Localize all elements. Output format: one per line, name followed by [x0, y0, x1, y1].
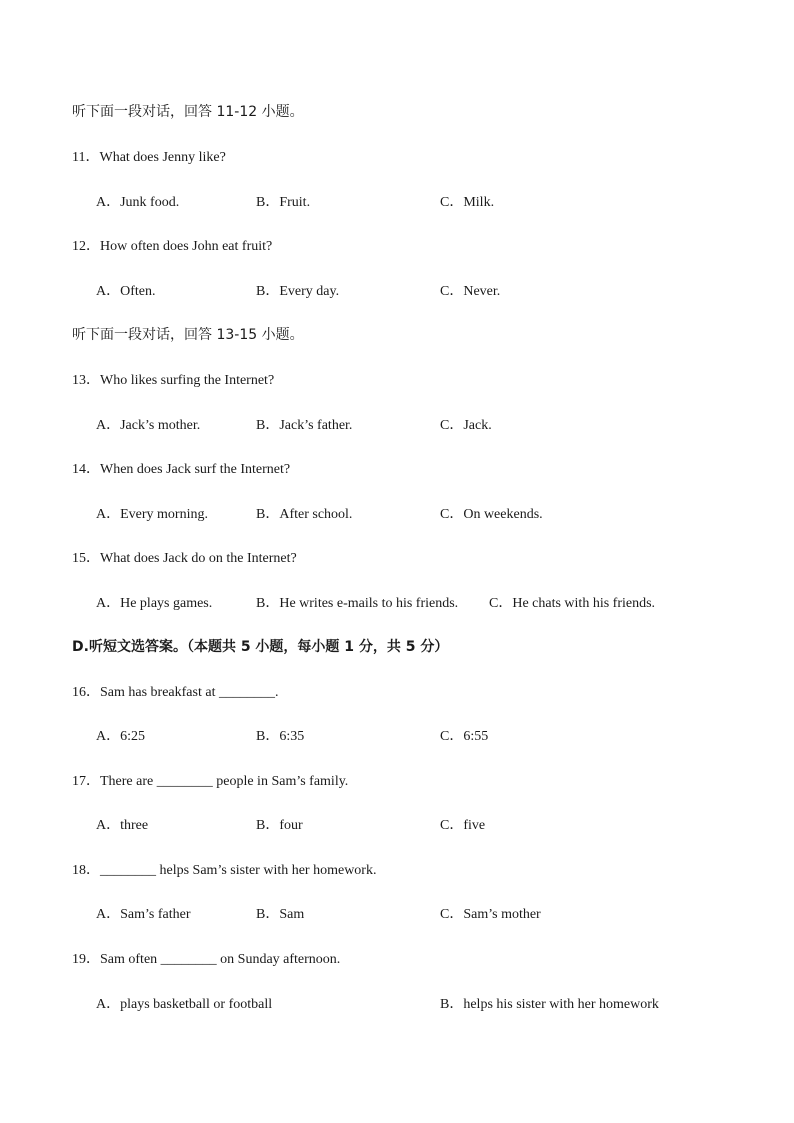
- question-17: 17．There are ________ people in Sam’s family.: [72, 774, 349, 789]
- question-15: 15．What does Jack do on the Internet?: [72, 551, 297, 566]
- option-18-c: C．Sam’s mother: [440, 907, 541, 922]
- option-18-b: B．Sam: [256, 907, 305, 922]
- option-13-b: B．Jack’s father.: [256, 418, 353, 433]
- question-16: 16．Sam has breakfast at ________.: [72, 685, 279, 700]
- question-19: 19．Sam often ________ on Sunday afternoon.: [72, 952, 341, 967]
- option-13-a: A．Jack’s mother.: [96, 418, 201, 433]
- section-d-heading: D.听短文选答案。（本题共 5 小题，每小题 1 分，共 5 分）: [72, 639, 449, 655]
- option-16-a: A．6:25: [96, 729, 145, 744]
- question-14: 14．When does Jack surf the Internet?: [72, 462, 291, 477]
- option-14-b: B．After school.: [256, 507, 353, 522]
- option-15-c: C．He chats with his friends.: [489, 596, 656, 611]
- question-18: 18．________ helps Sam’s sister with her homework.: [72, 863, 377, 878]
- option-19-b: B．helps his sister with her homework: [440, 997, 659, 1012]
- option-12-c: C．Never.: [440, 284, 501, 299]
- option-16-b: B．6:35: [256, 729, 305, 744]
- dialogue-instruction-2: 听下面一段对话，回答 13-15 小题。: [72, 327, 304, 343]
- question-11: 11．What does Jenny like?: [72, 150, 226, 165]
- option-14-c: C．On weekends.: [440, 507, 543, 522]
- question-12: 12．How often does John eat fruit?: [72, 239, 273, 254]
- option-11-a: A．Junk food.: [96, 195, 180, 210]
- option-11-c: C．Milk.: [440, 195, 495, 210]
- option-18-a: A．Sam’s father: [96, 907, 191, 922]
- option-12-b: B．Every day.: [256, 284, 340, 299]
- option-15-a: A．He plays games.: [96, 596, 213, 611]
- option-11-b: B．Fruit.: [256, 195, 311, 210]
- option-13-c: C．Jack.: [440, 418, 492, 433]
- option-17-a: A．three: [96, 818, 149, 833]
- option-17-c: C．five: [440, 818, 486, 833]
- question-13: 13．Who likes surfing the Internet?: [72, 373, 275, 388]
- dialogue-instruction-1: 听下面一段对话，回答 11-12 小题。: [72, 104, 304, 120]
- option-12-a: A．Often.: [96, 284, 156, 299]
- option-14-a: A．Every morning.: [96, 507, 208, 522]
- option-15-b: B．He writes e-mails to his friends.: [256, 596, 459, 611]
- option-16-c: C．6:55: [440, 729, 489, 744]
- option-17-b: B．four: [256, 818, 303, 833]
- option-19-a: A．plays basketball or football: [96, 997, 273, 1012]
